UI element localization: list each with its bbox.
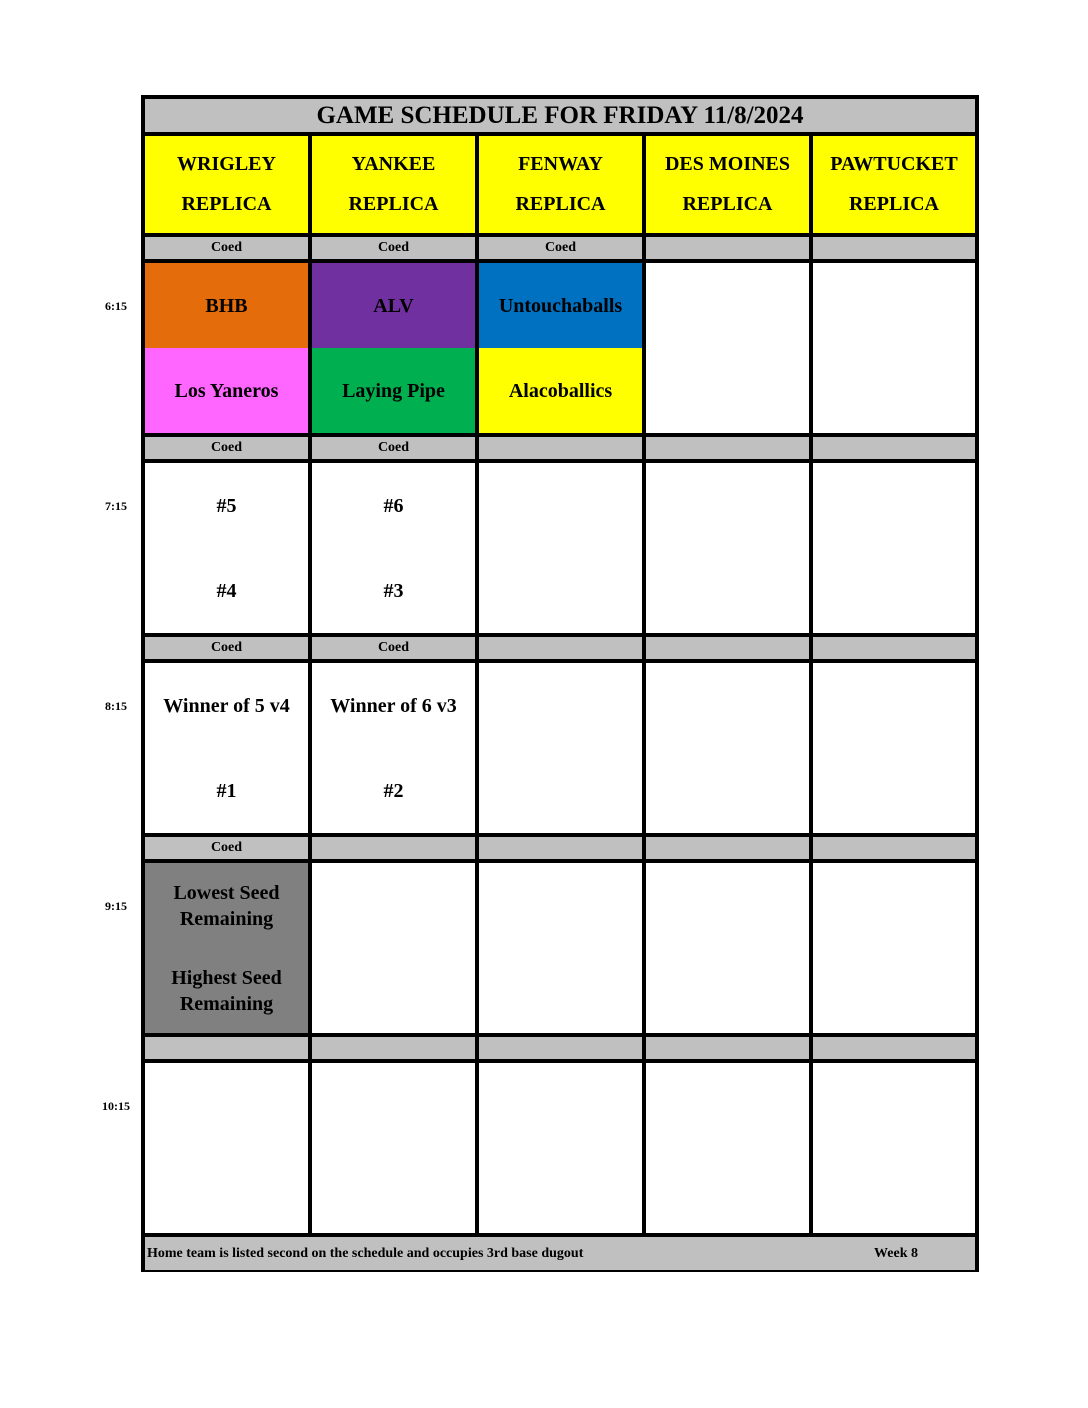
away-team — [813, 663, 975, 748]
division-label: Coed — [312, 237, 475, 259]
home-team — [312, 948, 475, 1033]
away-team: #6 — [312, 463, 475, 548]
home-team — [813, 348, 975, 433]
away-team — [479, 863, 642, 948]
division-label — [479, 637, 642, 659]
footer-note: Home team is listed second on the schedule and occupies 3rd base dugout — [147, 1245, 584, 1261]
division-label — [479, 1037, 642, 1059]
division-label — [813, 637, 975, 659]
away-team: Untouchaballs — [479, 263, 642, 348]
division-label: Coed — [145, 837, 308, 859]
away-team: BHB — [145, 263, 308, 348]
home-team — [646, 348, 809, 433]
away-team — [646, 263, 809, 348]
venue-subtitle: REPLICA — [515, 193, 606, 216]
venue-subtitle: REPLICA — [181, 193, 272, 216]
venue-name: DES MOINES — [664, 152, 791, 175]
away-team: #5 — [145, 463, 308, 548]
away-team — [312, 1063, 475, 1148]
time-label: 7:15 — [105, 499, 127, 513]
division-label — [813, 837, 975, 859]
division-label — [646, 837, 809, 859]
away-team: Winner of 5 v4 — [145, 663, 308, 748]
home-team — [312, 1148, 475, 1233]
division-label — [646, 237, 809, 259]
home-team — [813, 948, 975, 1033]
home-team: Highest Seed Remaining — [145, 948, 308, 1033]
venue-name: PAWTUCKET — [830, 152, 958, 175]
venue-name: FENWAY — [518, 152, 603, 175]
away-team — [813, 263, 975, 348]
division-label — [813, 1037, 975, 1059]
division-label — [813, 437, 975, 459]
division-label: Coed — [145, 637, 308, 659]
division-label — [646, 637, 809, 659]
away-team — [813, 463, 975, 548]
time-label: 10:15 — [102, 1099, 130, 1113]
division-label — [646, 437, 809, 459]
away-team — [479, 1063, 642, 1148]
home-team — [479, 1148, 642, 1233]
away-team — [813, 863, 975, 948]
division-label — [813, 237, 975, 259]
division-label: Coed — [145, 237, 308, 259]
time-label: 8:15 — [105, 699, 127, 713]
venue-name: WRIGLEY — [177, 152, 276, 175]
division-label — [646, 1037, 809, 1059]
home-team — [646, 748, 809, 833]
home-team — [813, 1148, 975, 1233]
away-team: Winner of 6 v3 — [312, 663, 475, 748]
venue-header — [145, 136, 308, 233]
away-team — [646, 863, 809, 948]
away-team — [646, 663, 809, 748]
home-team: Los Yaneros — [145, 348, 308, 433]
away-team — [813, 1063, 975, 1148]
division-label — [312, 1037, 475, 1059]
venue-subtitle: REPLICA — [848, 193, 939, 216]
schedule-sheet — [141, 95, 979, 1272]
away-team — [312, 863, 475, 948]
home-team: #2 — [312, 748, 475, 833]
home-team — [479, 548, 642, 633]
home-team — [813, 748, 975, 833]
venue-subtitle: REPLICA — [348, 193, 439, 216]
away-team — [646, 1063, 809, 1148]
time-label: 6:15 — [105, 299, 127, 313]
home-team — [813, 548, 975, 633]
venue-name: YANKEE — [351, 152, 436, 175]
schedule-title: GAME SCHEDULE FOR FRIDAY 11/8/2024 — [145, 99, 975, 132]
away-team — [646, 463, 809, 548]
venue-header — [479, 136, 642, 233]
time-label: 9:15 — [105, 899, 127, 913]
away-team: Lowest Seed Remaining — [145, 863, 308, 948]
division-label — [312, 837, 475, 859]
home-team — [646, 948, 809, 1033]
venue-header — [813, 136, 975, 233]
footer-bar — [145, 1237, 975, 1270]
week-label: Week 8 — [874, 1245, 918, 1261]
venue-header — [312, 136, 475, 233]
home-team — [479, 748, 642, 833]
division-label — [479, 437, 642, 459]
home-team — [479, 948, 642, 1033]
home-team: Laying Pipe — [312, 348, 475, 433]
away-team: ALV — [312, 263, 475, 348]
division-label: Coed — [145, 437, 308, 459]
home-team — [646, 1148, 809, 1233]
venue-header — [646, 136, 809, 233]
division-label: Coed — [312, 637, 475, 659]
venue-subtitle: REPLICA — [682, 193, 773, 216]
division-label — [145, 1037, 308, 1059]
away-team — [479, 463, 642, 548]
home-team: #3 — [312, 548, 475, 633]
home-team — [145, 1148, 308, 1233]
division-label: Coed — [312, 437, 475, 459]
away-team — [479, 663, 642, 748]
home-team: #4 — [145, 548, 308, 633]
division-label: Coed — [479, 237, 642, 259]
home-team: #1 — [145, 748, 308, 833]
home-team — [646, 548, 809, 633]
home-team: Alacoballics — [479, 348, 642, 433]
away-team — [145, 1063, 308, 1148]
division-label — [479, 837, 642, 859]
